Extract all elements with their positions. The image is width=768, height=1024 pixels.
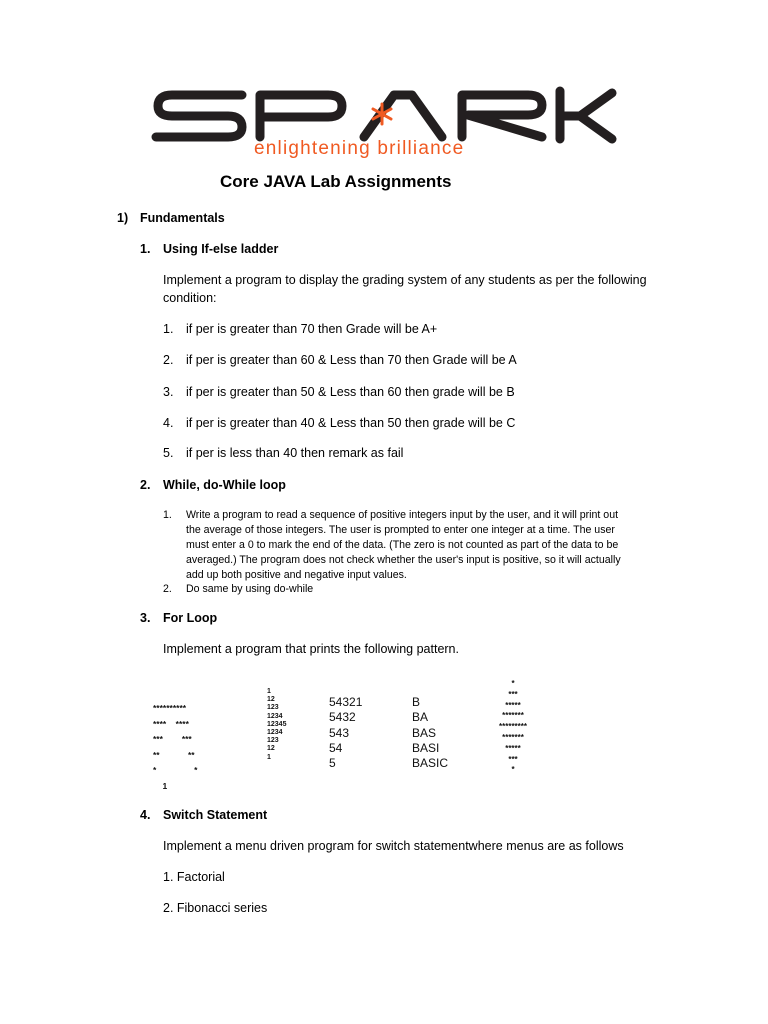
logo-tagline: enlightening brilliance (254, 138, 465, 159)
list-number: 1. (163, 509, 172, 521)
list-item: if per is greater than 40 & Less than 50 then grade will be C (186, 416, 516, 430)
subsection-heading: Switch Statement (163, 808, 268, 822)
menu-item: 2. Fibonacci series (163, 901, 268, 915)
list-item-line: add up both positive and negative input values. (186, 569, 407, 581)
star-pattern-hollow: ********** **** **** *** *** ** ** * * 1 (153, 703, 198, 791)
list-number: 5. (163, 446, 174, 460)
list-item: if per is less than 40 then remark as fail (186, 446, 404, 460)
subsection-number: 1. (140, 242, 151, 256)
list-item-line: must enter a 0 to mark the end of the data. (The zero is not counted as part of the data to be (186, 539, 619, 551)
subsection-heading: While, do-While loop (163, 478, 286, 492)
list-item-line: Write a program to read a sequence of positive integers input by the user, and it will print out (186, 509, 619, 521)
list-number: 4. (163, 416, 174, 430)
paragraph: Implement a menu driven program for switch statementwhere menus are as follows (163, 839, 624, 853)
paragraph: Implement a program to display the grading system of any students as per the following (163, 273, 647, 287)
list-number: 2. (163, 583, 172, 595)
list-item: if per is greater than 70 then Grade will be A+ (186, 322, 438, 336)
subsection-number: 4. (140, 808, 151, 822)
paragraph: condition: (163, 291, 217, 305)
section-number: 1) (117, 211, 129, 225)
list-number: 3. (163, 385, 174, 399)
letter-pattern: B BA BAS BASI BASIC (412, 695, 449, 771)
list-item: if per is greater than 50 & Less than 60 then grade will be B (186, 385, 515, 399)
paragraph: Implement a program that prints the following pattern. (163, 642, 459, 656)
number-pattern-descending: 54321 5432 543 54 5 (329, 695, 363, 771)
subsection-number: 2. (140, 478, 151, 492)
list-item: if per is greater than 60 & Less than 70 then Grade will be A (186, 353, 517, 367)
list-number: 2. (163, 353, 174, 367)
star-pattern-diamond: * *** ***** ******* ********* ******* ***** *** * (498, 679, 528, 775)
list-item-line: averaged.) The program does not check whether the user's input is positive, so it will actually (186, 554, 621, 566)
section-heading: Fundamentals (140, 211, 225, 225)
list-item: Do same by using do-while (186, 583, 314, 595)
page-title: Core JAVA Lab Assignments (220, 172, 452, 191)
subsection-heading: Using If-else ladder (163, 242, 279, 256)
menu-item: 1. Factorial (163, 870, 225, 884)
subsection-heading: For Loop (163, 611, 218, 625)
subsection-number: 3. (140, 611, 151, 625)
list-number: 1. (163, 322, 174, 336)
spark-logo (150, 82, 618, 160)
list-item-line: the average of those integers. The user is prompted to enter one integer at a time. The user (186, 524, 615, 536)
number-pattern-diamond: 1 12 123 1234 12345 1234 123 12 1 (267, 688, 287, 761)
